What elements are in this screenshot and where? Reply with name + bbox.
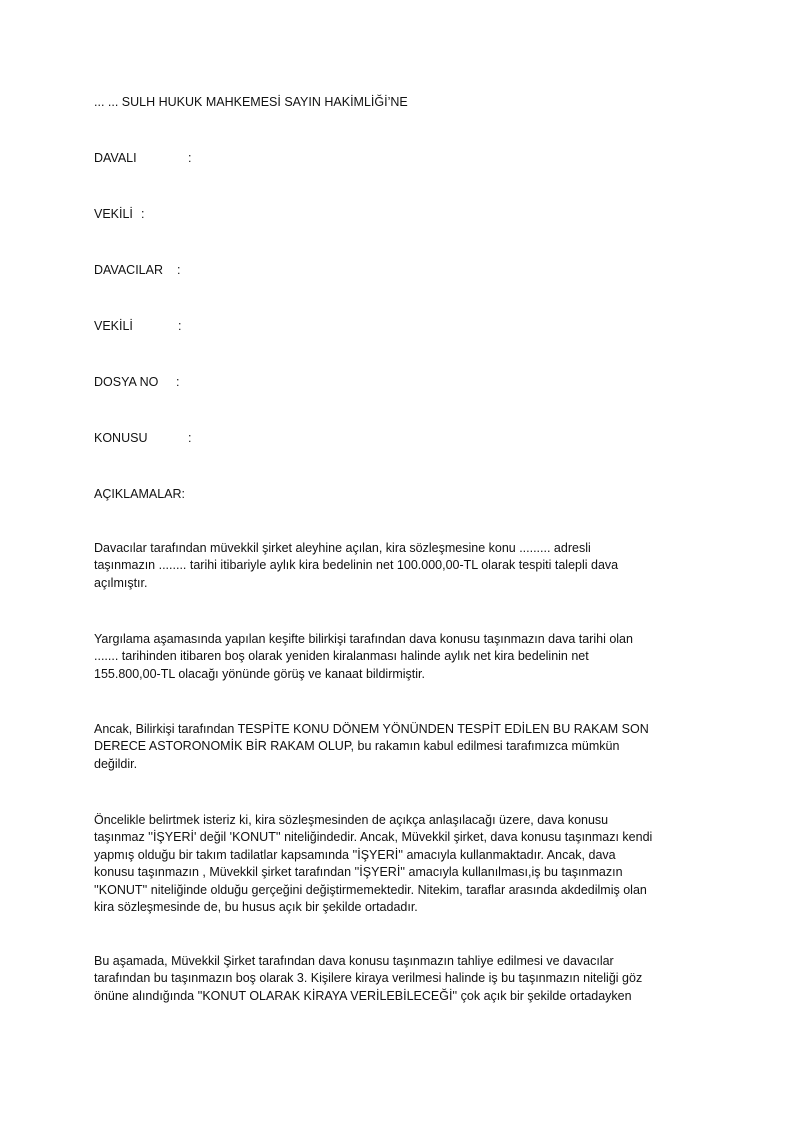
paragraph-line: Davacılar tarafından müvekkil şirket aleyhine açılan, kira sözleşmesine konu ......... adresli <box>94 541 591 555</box>
paragraph-line: tarafından bu taşınmazın boş olarak 3. Kişilere kiraya verilmesi halinde iş bu taşınmazın niteliği göz <box>94 971 643 986</box>
field-label: DOSYA NO <box>94 375 159 389</box>
paragraph-line: kira sözleşmesinde de, bu husus açık bir şekilde ortadadır. <box>94 900 418 915</box>
paragraph-line: Yargılama aşamasında yapılan keşifte bilirkişi tarafından dava konusu taşınmazın dava tarihi olan <box>94 632 633 646</box>
paragraph-line: açılmıştır. <box>94 575 148 590</box>
paragraph-2 <box>94 631 709 683</box>
field-label: VEKİLİ <box>94 319 133 333</box>
paragraph-line: yapmış olduğu bir takım tadilatlar kapsamında ''İŞYERİ'' amacıyla kullanmaktadır. Ancak, dava <box>94 847 616 862</box>
paragraph-line: ....... tarihinden itibaren boş olarak yeniden kiralanması halinde aylık net kira bedelinin net <box>94 649 589 664</box>
paragraph-1 <box>94 540 709 592</box>
field-label: KONUSU <box>94 431 148 445</box>
paragraph-line: 155.800,00-TL olacağı yönünde görüş ve kanaat bildirmiştir. <box>94 666 425 681</box>
field-colon: : <box>141 207 145 221</box>
paragraph-line: değildir. <box>94 756 138 771</box>
paragraph-line: Ancak, Bilirkişi tarafından TESPİTE KONU DÖNEM YÖNÜNDEN TESPİT EDİLEN BU RAKAM SON <box>94 722 649 736</box>
paragraph-5 <box>94 953 709 1005</box>
paragraph-line: Bu aşamada, Müvekkil Şirket tarafından dava konusu taşınmazın tahliye edilmesi ve davacılar <box>94 954 614 968</box>
paragraph-line: taşınmaz ''İŞYERİ' değil 'KONUT'' niteliğindedir. Ancak, Müvekkil şirket, dava konusu taşınmazı kendi <box>94 830 653 845</box>
paragraph-line: önüne alındığında ''KONUT OLARAK KİRAYA VERİLEBİLECEĞİ'' çok açık bir şekilde ortadayken <box>94 988 632 1003</box>
paragraph-line: taşınmazın ........ tarihi itibariyle aylık kira bedelinin net 100.000,00-TL olarak tespiti talepli dava <box>94 558 619 573</box>
paragraph-3 <box>94 721 709 773</box>
field-label: VEKİLİ <box>94 207 133 221</box>
paragraph-line: DERECE ASTORONOMİK BİR RAKAM OLUP, bu rakamın kabul edilmesi tarafımızca mümkün <box>94 739 620 754</box>
document-title: ... ... SULH HUKUK MAHKEMESİ SAYIN HAKİMLİĞİ’NE <box>94 95 408 109</box>
paragraph-4 <box>94 812 709 916</box>
paragraph-line: konusu taşınmazın , Müvekkil şirket tarafından ''İŞYERİ'' amacıyla kullanılması,iş bu taşınmazın <box>94 865 623 880</box>
field-colon: : <box>176 375 180 389</box>
field-colon: : <box>188 151 192 165</box>
section-heading: AÇIKLAMALAR: <box>94 487 186 501</box>
paragraph-line: ''KONUT'' niteliğinde olduğu gerçeğini değiştirmemektedir. Nitekim, taraflar arasında akdedilmiş olan <box>94 882 647 897</box>
paragraph-line: Öncelikle belirtmek isteriz ki, kira sözleşmesinden de açıkça anlaşılacağı üzere, dava konusu <box>94 813 609 827</box>
field-colon: : <box>188 431 192 445</box>
field-label: DAVALI <box>94 151 137 165</box>
field-colon: : <box>178 319 182 333</box>
field-label: DAVACILAR <box>94 263 164 277</box>
field-colon: : <box>177 263 181 277</box>
